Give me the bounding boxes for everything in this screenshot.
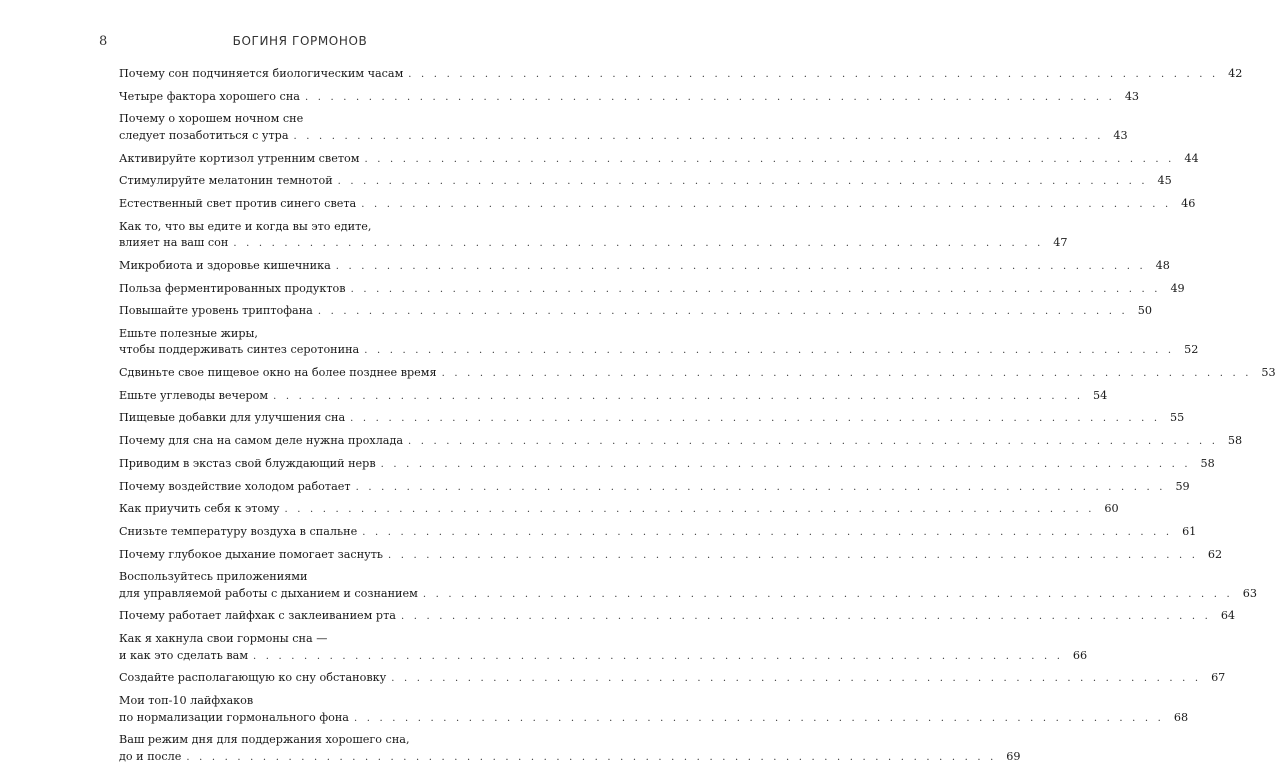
dot-leader: . . . . . . . . . . . . . . . . . . . . . . . . . . . . . . . . . . . . . . . . . . . . . . . . . . . . . . . . . . . . . . . . [422,588,1233,600]
toc-entry[interactable] [119,670,1226,688]
toc-entry[interactable] [119,410,1185,428]
dot-leader: . . . . . . . . . . . . . . . . . . . . . . . . . . . . . . . . . . . . . . . . . . . . . . . . . . . . . . . . . . . . . . . . [391,673,1202,685]
toc-page-number: 45 [1157,174,1172,188]
toc-entry-title-line: Почему работает лайфхак с заклеиванием рта [119,609,396,623]
dot-leader: . . . . . . . . . . . . . . . . . . . . . . . . . . . . . . . . . . . . . . . . . . . . . . . . . . . . . . . . . . . . . . . . [400,611,1212,623]
toc-entry[interactable] [119,388,1108,406]
toc-page-number: 44 [1184,151,1199,165]
toc-entry-title-line: Снизьте температуру воздуха в спальне [119,524,358,538]
toc-entry-title-line: и как это сделать вам [119,648,249,662]
toc-page-number: 46 [1181,196,1196,210]
toc-entry-title-line: Почему воздействие холодом работает [119,479,351,493]
toc-entry[interactable] [119,258,1170,276]
toc-entry[interactable] [119,219,1068,253]
dot-leader: . . . . . . . . . . . . . . . . . . . . . . . . . . . . . . . . . . . . . . . . . . . . . . . . . . . . . . . . . . . . . . . . [233,238,1044,250]
toc-entry[interactable] [119,89,1140,107]
toc-entry[interactable] [119,608,1236,626]
toc-entry[interactable] [119,66,1243,84]
toc-entry-title-line: Воспользуйтесь приложениями [119,570,308,584]
toc-entry-title-line: Почему глубокое дыхание помогает заснуть [119,547,384,561]
toc-entry[interactable] [119,547,1223,565]
toc-entry[interactable] [119,456,1215,474]
toc-page-number: 52 [1184,343,1199,357]
toc-page-number: 43 [1124,89,1140,103]
toc-entry-title-line: Ешьте полезные жиры, [119,326,258,340]
dot-leader: . . . . . . . . . . . . . . . . . . . . . . . . . . . . . . . . . . . . . . . . . . . . . . . . . . . . . . . . . . . . . . . . [362,526,1173,538]
toc-entry-title-line: Ешьте углеводы вечером [119,388,269,402]
toc-entry-title-line: Стимулируйте мелатонин темнотой [119,174,333,188]
toc-entry-title-line: Естественный свет против синего света [119,196,357,210]
toc-entry[interactable] [119,151,1199,169]
toc-page-number: 62 [1207,547,1223,561]
toc-page-number: 66 [1072,648,1088,662]
toc-entry-title-line: по нормализации гормонального фона [119,710,349,724]
toc-page-number: 47 [1053,236,1068,250]
dot-leader: . . . . . . . . . . . . . . . . . . . . . . . . . . . . . . . . . . . . . . . . . . . . . . . . . . . . . . . . . . . . . . . . [293,130,1104,142]
toc-entry-title-line: Повышайте уровень триптофана [119,304,313,318]
toc-page-number: 49 [1170,281,1185,295]
toc-page-number: 42 [1228,67,1243,80]
dot-leader: . . . . . . . . . . . . . . . . . . . . . . . . . . . . . . . . . . . . . . . . . . . . . . . . . . . . . . . . . . . . . . . . [350,413,1161,425]
toc-entry[interactable] [119,631,1088,665]
dot-leader: . . . . . . . . . . . . . . . . . . . . . . . . . . . . . . . . . . . . . . . . . . . . . . . . . . . . . . . . . . . . . . . . [380,458,1191,470]
toc-entry-title-line: до и после [119,749,182,763]
toc-page-number: 61 [1182,524,1197,538]
dot-leader: . . . . . . . . . . . . . . . . . . . . . . . . . . . . . . . . . . . . . . . . . . . . . . . . . . . . . . . . . . . . . . . . [253,650,1064,662]
toc-entry[interactable] [119,524,1197,542]
toc-entry-title-line: Пищевые добавки для улучшения сна [119,411,346,425]
dot-leader: . . . . . . . . . . . . . . . . . . . . . . . . . . . . . . . . . . . . . . . . . . . . . . . . . . . . . . . . . . . . . . . . [408,436,1219,448]
toc-page-number: 63 [1242,586,1257,600]
toc-entry-title-line: Активируйте кортизол утренним светом [119,151,360,165]
dot-leader: . . . . . . . . . . . . . . . . . . . . . . . . . . . . . . . . . . . . . . . . . . . . . . . . . . . . . . . . . . . . . . . . [361,198,1172,210]
toc-page-number: 55 [1170,411,1185,425]
toc-page-number: 64 [1220,609,1236,623]
toc-entry-title-line: Четыре фактора хорошего сна [119,89,300,103]
toc-entry-title-line: Как приучить себя к этому [119,502,280,516]
toc-page-number: 58 [1227,434,1243,448]
running-title: БОГИНЯ ГОРМОНОВ [232,34,368,48]
toc-page-number: 58 [1200,456,1215,470]
toc-page-number: 48 [1155,258,1170,272]
toc-page-number: 53 [1261,366,1276,380]
toc-entry[interactable] [119,479,1190,497]
toc-page-number: 68 [1173,710,1189,724]
toc-entry[interactable] [119,326,1199,360]
toc-page-number: 43 [1113,128,1128,142]
toc-entry-title-line: Приводим в экстаз свой блуждающий нерв [119,456,376,470]
page-header [0,34,600,54]
table-of-contents [119,66,1276,771]
dot-leader: . . . . . . . . . . . . . . . . . . . . . . . . . . . . . . . . . . . . . . . . . . . . . . . . . . . . . . . . . . . . . . . . [186,751,997,763]
toc-page-number: 67 [1211,671,1226,685]
toc-entry-title-line: Микробиота и здоровье кишечника [119,258,331,272]
dot-leader: . . . . . . . . . . . . . . . . . . . . . . . . . . . . . . . . . . . . . . . . . . . . . . . . . . . . . . . . . . . . . . . . [355,481,1166,493]
dot-leader: . . . . . . . . . . . . . . . . . . . . . . . . . . . . . . . . . . . . . . . . . . . . . . . . . . . . . . . . . . . . . . . . [364,345,1175,357]
toc-entry-title-line: влияет на ваш сон [119,236,229,250]
dot-leader: . . . . . . . . . . . . . . . . . . . . . . . . . . . . . . . . . . . . . . . . . . . . . . . . . . . . . . . . . . . . . . . . [388,549,1199,561]
dot-leader: . . . . . . . . . . . . . . . . . . . . . . . . . . . . . . . . . . . . . . . . . . . . . . . . . . . . . . . . . . . . . . . . [364,153,1175,165]
toc-entry[interactable] [119,732,1021,766]
toc-entry-title-line: следует позаботиться с утра [119,128,289,142]
toc-entry-title-line: Создайте располагающую ко сну обстановку [119,671,387,685]
toc-page-number: 60 [1104,502,1119,516]
toc-entry[interactable] [119,569,1257,603]
toc-entry-title-line: для управляемой работы с дыханием и сознанием [119,586,418,600]
dot-leader: . . . . . . . . . . . . . . . . . . . . . . . . . . . . . . . . . . . . . . . . . . . . . . . . . . . . . . . . . . . . . . . . [441,368,1252,380]
dot-leader: . . . . . . . . . . . . . . . . . . . . . . . . . . . . . . . . . . . . . . . . . . . . . . . . . . . . . . . . . . . . . . . . [273,390,1084,402]
toc-entry-title-line: Сдвиньте свое пищевое окно на более позднее время [119,366,437,380]
toc-entry-title-line: Как я хакнула свои гормоны сна — [119,632,328,646]
toc-entry-title-line: Почему для сна на самом деле нужна прохлада [119,434,404,448]
toc-entry-title-line: Почему сон подчиняется биологическим часам [119,67,404,80]
page-number: 8 [99,34,108,49]
toc-page-number: 59 [1175,479,1190,493]
toc-entry[interactable] [119,173,1172,191]
toc-entry[interactable] [119,433,1243,451]
toc-entry-title-line: Как то, что вы едите и когда вы это едите, [119,219,372,233]
dot-leader: . . . . . . . . . . . . . . . . . . . . . . . . . . . . . . . . . . . . . . . . . . . . . . . . . . . . . . . . . . . . . . . . [353,712,1165,724]
toc-entry-title-line: Ваш режим дня для поддержания хорошего сна, [119,733,410,747]
toc-entry[interactable] [119,693,1189,727]
toc-entry-title-line: Почему о хорошем ночном сне [119,112,304,126]
dot-leader: . . . . . . . . . . . . . . . . . . . . . . . . . . . . . . . . . . . . . . . . . . . . . . . . . . . . . . . . . . . . . . . . [317,306,1128,318]
dot-leader: . . . . . . . . . . . . . . . . . . . . . . . . . . . . . . . . . . . . . . . . . . . . . . . . . . . . . . . . . . . . . . . . [337,176,1148,188]
dot-leader: . . . . . . . . . . . . . . . . . . . . . . . . . . . . . . . . . . . . . . . . . . . . . . . . . . . . . . . . . . . . . . . . [284,504,1095,516]
toc-entry[interactable] [119,303,1152,321]
toc-entry-title-line: Мои топ-10 лайфхаков [119,694,254,707]
dot-leader: . . . . . . . . . . . . . . . . . . . . . . . . . . . . . . . . . . . . . . . . . . . . . . . . . . . . . . . . . . . . . . . . [408,69,1219,80]
toc-page-number: 50 [1137,304,1152,318]
toc-entry[interactable] [119,111,1128,145]
toc-entry[interactable] [119,501,1119,519]
toc-entry[interactable] [119,365,1276,383]
toc-page-number: 69 [1006,749,1021,763]
dot-leader: . . . . . . . . . . . . . . . . . . . . . . . . . . . . . . . . . . . . . . . . . . . . . . . . . . . . . . . . . . . . . . . . [304,91,1116,103]
toc-page-number: 54 [1092,388,1108,402]
toc-entry-title-line: Польза ферментированных продуктов [119,281,346,295]
toc-entry[interactable] [119,281,1185,299]
dot-leader: . . . . . . . . . . . . . . . . . . . . . . . . . . . . . . . . . . . . . . . . . . . . . . . . . . . . . . . . . . . . . . . . [335,260,1146,272]
toc-entry[interactable] [119,196,1196,214]
toc-entry-title-line: чтобы поддерживать синтез серотонина [119,343,360,357]
dot-leader: . . . . . . . . . . . . . . . . . . . . . . . . . . . . . . . . . . . . . . . . . . . . . . . . . . . . . . . . . . . . . . . . [350,283,1161,295]
